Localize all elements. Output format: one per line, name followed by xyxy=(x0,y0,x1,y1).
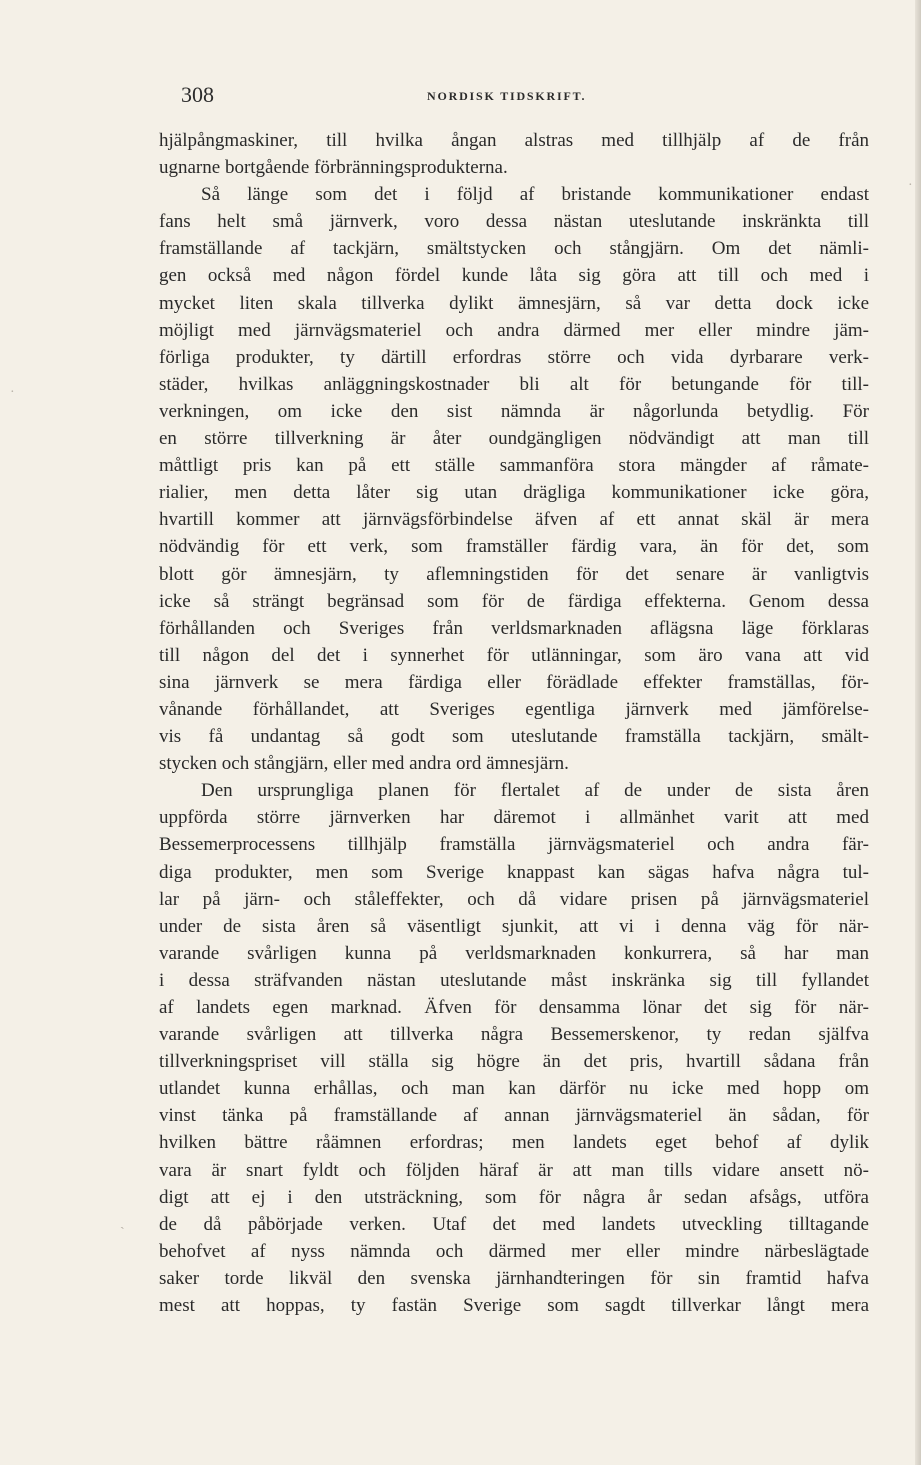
text-line: varande svårligen kunna på verldsmarknaden konkurrera, så har man xyxy=(159,942,869,964)
text-line: uppförda större järnverken har däremot i allmänhet varit att med xyxy=(159,807,869,829)
text-line: Den ursprungliga planen för flertalet af de under de sista åren xyxy=(201,780,869,802)
text-line: verkningen, om icke den sist nämnda är någorlunda betydlig. För xyxy=(159,400,869,422)
margin-speck: ˏ xyxy=(120,1215,125,1230)
text-line: vinst tänka på framställande af annan järnvägsmateriel än sådan, för xyxy=(159,1105,869,1127)
text-line: diga produkter, men som Sverige knappast kan sägas hafva några tul- xyxy=(159,861,869,883)
text-line: till någon del det i synnerhet för utlänningar, som äro vana att vid xyxy=(159,644,869,666)
text-line: förliga produkter, ty därtill erfordras större och vida dyrbarare verk- xyxy=(159,346,869,368)
text-line: fans helt små järnverk, voro dessa nästan uteslutande inskränkta till xyxy=(159,211,869,233)
text-line: digt att ej i den utsträckning, som för några år sedan afsågs, utföra xyxy=(159,1186,869,1208)
text-line: utlandet kunna erhållas, och man kan därför nu icke med hopp om xyxy=(159,1078,869,1100)
margin-speck: · xyxy=(908,178,913,193)
text-line: de då påbörjade verken. Utaf det med landets utveckling tilltagande xyxy=(159,1213,869,1235)
page-edge-shadow xyxy=(915,0,921,1465)
text-line: möjligt med järnvägsmateriel och andra därmed mer eller mindre jäm- xyxy=(159,319,869,341)
margin-speck: · xyxy=(10,385,15,400)
text-line: gen också med någon fördel kunde låta sig göra att till och med i xyxy=(159,265,869,287)
text-line: mycket liten skala tillverka dylikt ämnesjärn, så var detta dock icke xyxy=(159,292,869,314)
text-line: Så länge som det i följd af bristande kommunikationer endast xyxy=(201,184,869,206)
text-line: varande svårligen att tillverka några Bessemerskenor, ty redan själfva xyxy=(159,1024,869,1046)
text-line: saker torde likväl den svenska järnhandteringen för sin framtid hafva xyxy=(159,1267,869,1289)
text-line: stycken och stångjärn, eller med andra ord ämnesjärn. xyxy=(159,753,569,775)
text-line: under de sista åren så väsentligt sjunkit, att vi i denna väg för när- xyxy=(159,915,869,937)
text-line: lar på järn- och stålеffekter, och då vidare prisen på järnvägsmateriel xyxy=(159,888,869,910)
text-line: af landets egen marknad. Äfven för densamma lönar det sig för när- xyxy=(159,997,869,1018)
text-line: tillverkningspriset vill ställa sig högre än det pris, hvartill sådana från xyxy=(159,1051,869,1073)
text-line: förhållanden och Sveriges från verldsmarknaden aflägsna läge förklaras xyxy=(159,617,869,639)
text-line: hvilken bättre råämnen erfordras; men landets eget behof af dylik xyxy=(159,1132,869,1154)
text-line: hvartill kommer att järnvägsförbindelse äfven af ett annat skäl är mera xyxy=(159,509,869,531)
text-line: städer, hvilkas anläggningskostnader bli alt för betungande för till- xyxy=(159,373,869,395)
text-line: måttligt pris kan på ett ställe sammanföra stora mängder af råmate- xyxy=(159,455,869,477)
text-line: Bessemerprocessens tillhjälp framställa järnvägsmateriel och andra fär- xyxy=(159,834,869,856)
body-text xyxy=(159,127,869,1319)
text-line: rialier, men detta låter sig utan drägliga kommunikationer icke göra, xyxy=(159,482,869,504)
text-line: mest att hoppas, ty fastän Sverige som sagdt tillverkar långt mera xyxy=(159,1295,869,1317)
text-line: en större tillverkning är åter oundgängligen nödvändigt att man till xyxy=(159,428,869,450)
page-header xyxy=(181,82,881,114)
text-line: blott gör ämnesjärn, ty aflemningstiden för det senare är vanligtvis xyxy=(159,563,869,585)
text-line: hjälpångmaskiner, till hvilka ångan alstras med tillhjälp af de från xyxy=(159,130,869,151)
text-line: vara är snart fyldt och följden häraf är att man tills vidare ansett nö- xyxy=(159,1159,869,1181)
text-line: icke så strängt begränsad som för de färdiga effekterna. Genom dessa xyxy=(159,590,869,612)
text-line: i dessa sträfvanden nästan uteslutande måst inskränka sig till fyllandet xyxy=(159,969,869,991)
text-line: framställande af tackjärn, smältstycken och stångjärn. Om det nämli- xyxy=(159,238,869,260)
page-number: 308 xyxy=(181,82,214,107)
running-head: NORDISK TIDSKRIFT. xyxy=(427,89,587,103)
text-line: vis få undantag så godt som uteslutande framställa tackjärn, smält- xyxy=(159,726,869,748)
text-line: nödvändig för ett verk, som framställer färdig vara, än för det, som xyxy=(159,536,869,558)
text-line: vånande förhållandet, att Sveriges egentliga järnverk med jämförelse- xyxy=(159,698,869,720)
text-line: ugnarne bortgående förbränningsprodukterna. xyxy=(159,157,508,179)
text-line: behofvet af nyss nämnda och därmed mer eller mindre närbeslägtade xyxy=(159,1240,869,1262)
text-line: sina järnverk se mera färdiga eller förädlade effekter framställas, för- xyxy=(159,671,869,693)
